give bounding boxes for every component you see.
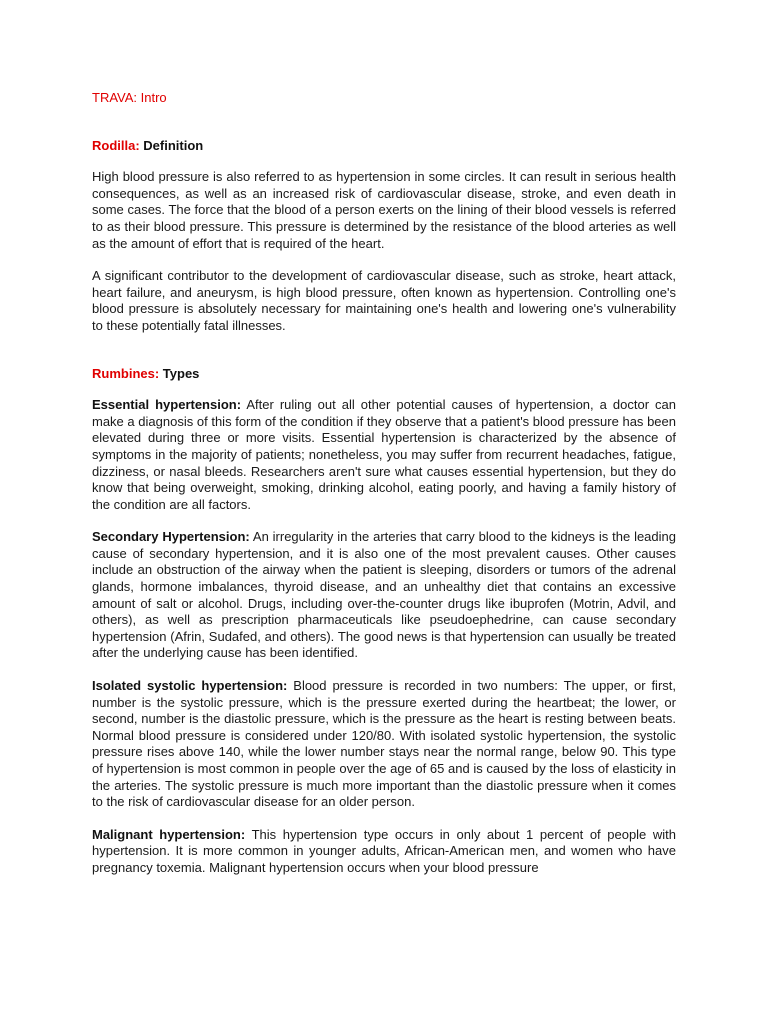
definition-heading: [92, 138, 676, 155]
type-term: Essential hypertension:: [92, 397, 242, 413]
type-isolated-systolic-hypertension: [92, 678, 676, 811]
types-heading: [92, 366, 676, 383]
definition-paragraph-1: High blood pressure is also referred to as hypertension in some circles. It can result in serious health consequences, as well as an increased risk of cardiovascular disease, stroke, and even death in some cases. The force that the blood of a person exerts on the lining of their blood vessels is referred to as their blood pressure. This pressure is determined by the resistance of the blood arteries as well as the amount of effort that is required of the heart.: [92, 169, 676, 251]
type-term: Isolated systolic hypertension:: [92, 678, 288, 694]
type-description: Blood pressure is recorded in two numbers: The upper, or first, number is the systolic pressure, which is the pressure exerted during the heartbeat; the lower, or second, number is the diastolic pressure, which is the pressure as the heart is resting between beats. Normal blood pressure is considered under 120/80. With isolated systolic hypertension, the systolic pressure rises above 140, while the lower number stays near the normal range, below 90. This type of hypertension is most common in people over the age of 65 and is caused by the loss of elasticity in the arteries. The systolic pressure is much more important than the diastolic pressure when it comes to the risk of cardiovascular disease for an older person.: [92, 678, 676, 810]
type-description: An irregularity in the arteries that carry blood to the kidneys is the leading cause of secondary hypertension, and it is also one of the most prevalent causes. Other causes include an obstruction of the airway when the patient is sleeping, disorders or tumors of the adrenal glands, hormone imbalances, thyroid disease, and an unhealthy diet that contains an excessive amount of salt or alcohol. Drugs, including over-the-counter drugs like ibuprofen (Motrin, Advil, and others), as well as prescription pharmaceuticals like pseudoephedrine, can cause secondary hypertension (Afrin, Sudafed, and others). The good news is that hypertension can usually be treated after the underlying cause has been identified.: [92, 529, 676, 661]
document-content: [92, 90, 676, 893]
type-secondary-hypertension: [92, 529, 676, 662]
type-term: Malignant hypertension:: [92, 826, 246, 842]
definition-heading-title: Definition: [143, 137, 204, 153]
type-description: After ruling out all other potential causes of hypertension, a doctor can make a diagnosis of this form of the condition if they observe that a patient's blood pressure has been elevated during three or more visits. Essential hypertension is characterized by the absence of symptoms in the majority of patients; nonetheless, you may suffer from recurrent headaches, fatigue, dizziness, or nasal bleeds. Researchers aren't sure what causes essential hypertension, but they do know that being overweight, smoking, drinking alcohol, eating poorly, and having a family history of the condition are all factors.: [92, 397, 677, 512]
intro-label: TRAVA: Intro: [92, 90, 167, 105]
type-malignant-hypertension: [92, 827, 676, 877]
types-heading-prefix: Rumbines:: [92, 365, 160, 381]
types-heading-title: Types: [162, 365, 200, 381]
type-essential-hypertension: [92, 397, 676, 513]
definition-heading-prefix: Rodilla:: [92, 137, 140, 153]
definition-paragraph-2: A significant contributor to the development of cardiovascular disease, such as stroke, heart attack, heart failure, and aneurysm, is high blood pressure, often known as hypertension. Controlling one's blood pressure is absolutely necessary for maintaining one's health and lowering one's vulnerability to these potentially fatal illnesses.: [92, 268, 676, 333]
type-term: Secondary Hypertension:: [92, 529, 250, 545]
type-description: This hypertension type occurs in only about 1 percent of people with hypertension. It is more common in younger adults, African-American men, and women who have pregnancy toxemia. Malignant hypertension occurs when your blood pressure: [92, 826, 676, 875]
